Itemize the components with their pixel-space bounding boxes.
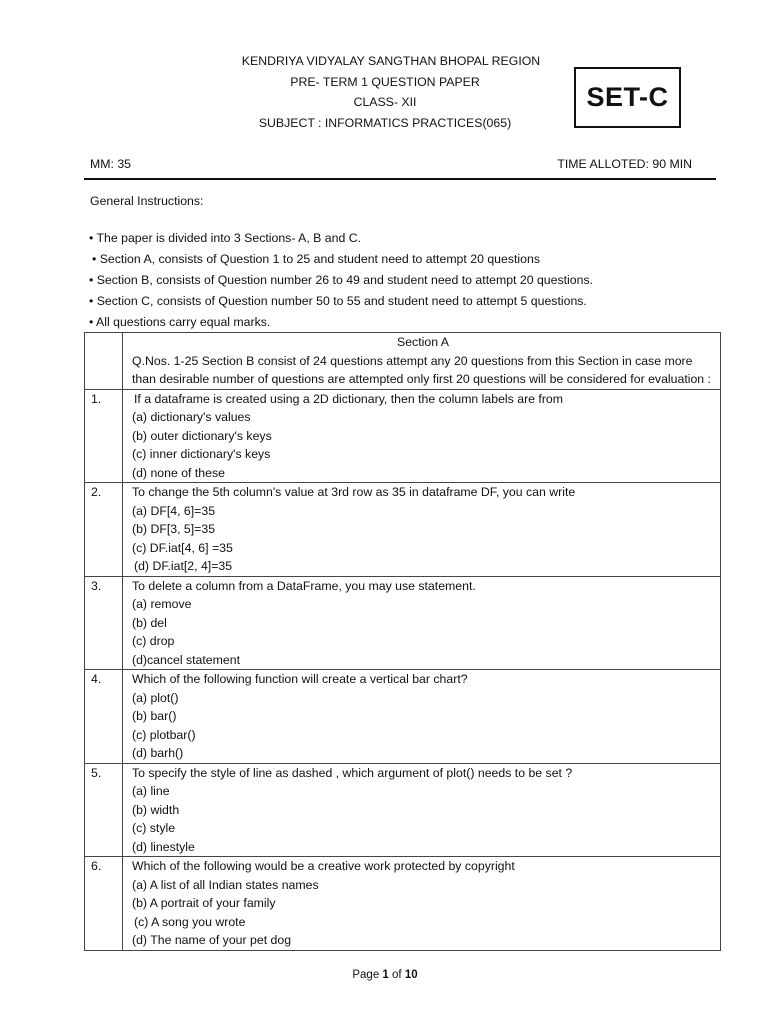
page-total: 10 [404, 969, 418, 981]
question-cell [123, 576, 721, 670]
question-text: To change the 5th column's value at 3rd row as 35 in dataframe DF, you can write [132, 485, 576, 499]
instructions-list [89, 228, 593, 333]
question-text: Which of the following would be a creative work protected by copyright [132, 859, 515, 873]
section-header-cell [123, 333, 721, 390]
question-row [85, 763, 721, 857]
option: (c) drop [132, 634, 175, 648]
option: (b) width [132, 802, 180, 817]
option: (c) A song you wrote [134, 914, 246, 929]
option: (b) del [132, 615, 167, 630]
header-subject: SUBJECT : INFORMATICS PRACTICES(065) [258, 115, 512, 130]
question-row [85, 857, 721, 951]
instruction-item: • Section C, consists of Question number 50 to 55 and student need to attempt 5 questions. [89, 294, 587, 308]
question-number: 6. [85, 857, 123, 951]
option: (a) remove [132, 597, 192, 611]
section-note: Q.Nos. 1-25 Section B consist of 24 questions attempt any 20 questions from this Section in case more than desirable number of questions are attempted only first 20 questions will be considered for evaluation : [132, 353, 711, 386]
option: (b) A portrait of your family [132, 896, 276, 910]
question-text: To specify the style of line as dashed , which argument of plot() needs to be set ? [132, 765, 573, 780]
question-cell [123, 483, 721, 577]
option: (a) line [132, 784, 170, 798]
question-row [85, 483, 721, 577]
set-label: SET-C [586, 82, 669, 112]
page-of: of [392, 969, 402, 981]
option: (c) style [132, 821, 176, 835]
option: (d) none of these [132, 465, 225, 480]
question-text: If a dataframe is created using a 2D dictionary, then the column labels are from [134, 391, 564, 406]
question-cell [123, 857, 721, 951]
time-allotted: TIME ALLOTED: 90 MIN [557, 157, 692, 171]
option: (b) DF[3, 5]=35 [132, 522, 216, 536]
instruction-item: • Section B, consists of Question number 26 to 49 and student need to attempt 20 questions. [89, 273, 594, 287]
option: (d) linestyle [132, 839, 195, 854]
set-label-box [574, 67, 681, 128]
header-organization: KENDRIYA VIDYALAY SANGTHAN BHOPAL REGION [241, 54, 541, 68]
question-row [85, 670, 721, 764]
max-marks: MM: 35 [90, 157, 131, 171]
option: (b) bar() [132, 709, 177, 723]
section-title: Section A [397, 335, 449, 349]
option: (a) dictionary's values [132, 410, 251, 424]
question-number: 1. [85, 389, 123, 483]
page-prefix: Page [352, 969, 380, 981]
option: (a) A list of all Indian states names [132, 877, 319, 892]
section-header-row [85, 333, 721, 390]
option: (d) The name of your pet dog [132, 933, 292, 947]
header-divider [84, 178, 716, 180]
option: (a) plot() [132, 690, 179, 705]
option: (c) plotbar() [132, 727, 196, 742]
question-number: 2. [85, 483, 123, 577]
questions-table [84, 332, 721, 951]
question-row [85, 389, 721, 483]
question-number: 5. [85, 763, 123, 857]
question-number: 4. [85, 670, 123, 764]
option: (d) DF.iat[2, 4]=35 [134, 559, 233, 573]
page-current: 1 [382, 969, 389, 981]
section-header-num-cell [85, 333, 123, 390]
header-exam-title: PRE- TERM 1 QUESTION PAPER [290, 74, 480, 89]
question-cell [123, 763, 721, 857]
option: (a) DF[4, 6]=35 [132, 503, 216, 518]
instruction-item: • All questions carry equal marks. [89, 315, 271, 329]
question-row [85, 576, 721, 670]
instruction-item: • Section A, consists of Question 1 to 25 and student need to attempt 20 questions [92, 252, 540, 266]
option: (d) barh() [132, 746, 184, 760]
question-cell [123, 389, 721, 483]
option: (c) DF.iat[4, 6] =35 [132, 540, 233, 555]
instruction-item: • The paper is divided into 3 Sections- A, B and C. [89, 231, 362, 245]
option: (d)cancel statement [132, 652, 240, 667]
question-text: To delete a column from a DataFrame, you may use statement. [132, 578, 476, 593]
question-cell [123, 670, 721, 764]
header-class: CLASS- XII [353, 95, 417, 109]
option: (c) inner dictionary's keys [132, 447, 271, 461]
question-text: Which of the following function will create a vertical bar chart? [132, 672, 468, 686]
instructions-heading: General Instructions: [90, 194, 204, 208]
page-footer [0, 969, 770, 981]
option: (b) outer dictionary's keys [132, 428, 272, 443]
question-number: 3. [85, 576, 123, 670]
